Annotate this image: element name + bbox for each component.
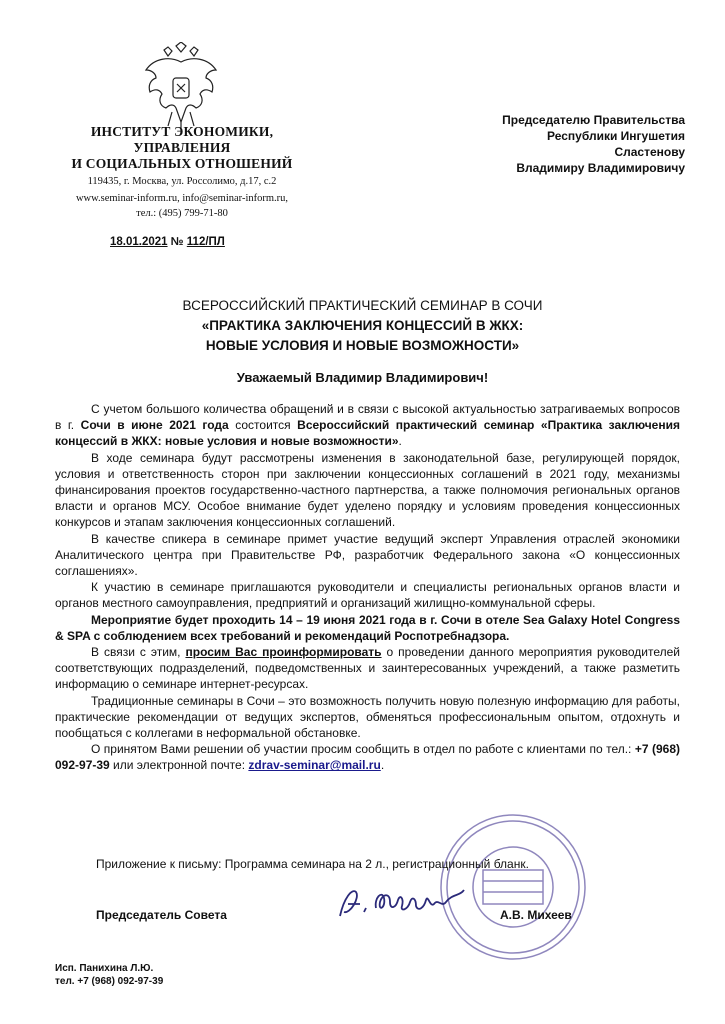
addressee-line3: Сластенову (614, 145, 685, 159)
number-sign: № (170, 236, 184, 248)
addressee-line1: Председателю Правительства (502, 113, 685, 127)
institute-web-email: www.seminar-inform.ru, info@seminar-inform.ru, (75, 193, 289, 204)
paragraph-8: О принятом Вами решении об участии просим сообщить в отдел по работе с клиентами по тел.: +7 (968) 092-97-39 или электронной почте: zdrav-seminar@mail.ru. (55, 742, 680, 773)
addressee-line2: Республики Ингушетия (547, 129, 685, 143)
signatory-name: А.В. Михеев (500, 908, 572, 922)
handwritten-signature (330, 868, 475, 933)
letter-date-number (110, 236, 225, 248)
addressee-line4: Владимиру Владимировичу (516, 161, 685, 175)
institute-phone: тел.: (495) 799-71-80 (136, 208, 228, 219)
executor-name: Исп. Панихина Л.Ю. (55, 963, 154, 974)
title-line2: «ПРАКТИКА ЗАКЛЮЧЕНИЯ КОНЦЕССИЙ В ЖКХ: (201, 318, 524, 333)
institute-name-line1: ИНСТИТУТ ЭКОНОМИКИ, (90, 124, 274, 139)
executor-phone: тел. +7 (968) 092-97-39 (55, 976, 164, 987)
title-line1: ВСЕРОССИЙСКИЙ ПРАКТИЧЕСКИЙ СЕМИНАР В СОЧИ (182, 298, 543, 313)
letter-number: 112/ПЛ (186, 236, 225, 248)
paragraph-3: В качестве спикера в семинаре примет участие ведущий эксперт Управления отраслей экономики Аналитического центра при Правительстве РФ, разработчик Федерального закона «О концессионных соглашениях». (55, 531, 680, 579)
paragraph-6: В связи с этим, просим Вас проинформировать о проведении данного мероприятия руководителей соответствующих подразделений, подведомственных и заинтересованных учреждений, а также разметить информацию о семинаре интернет-ресурсах. (55, 645, 681, 692)
executor-block (55, 962, 163, 988)
email-link[interactable]: zdrav-seminar@mail.ru (248, 758, 381, 773)
institute-address: 119435, г. Москва, ул. Россолимо, д.17, с.2 (87, 176, 277, 187)
paragraph-2: В ходе семинара будут рассмотрены изменения в законодательной базе, регулирующей порядок, условия и ответственность сторон при заключении концессионных соглашений в 2021 году, механизмы финансирования проектов государственно-частного партнерства, а также полномочия региональных органов власти и органов МСУ. Особое внимание будет уделено порядку и условиям проведения концессионных конкурсов и этапам заключения концессионных соглашений. (55, 450, 680, 530)
paragraph-4: К участию в семинаре приглашаются руководители и специалисты региональных органов власти и органов местного самоуправления, предприятий и организаций жилищно-коммунальной сферы. (55, 580, 680, 611)
paragraph-7: Традиционные семинары в Сочи – это возможность получить новую полезную информацию для работы, практические рекомендации от ведущих экспертов, обменяться профессиональным опытом, отдохнуть и пообщаться с коллегами в неформальной обстановке. (55, 693, 680, 741)
coat-of-arms-icon (142, 42, 220, 130)
attachment-note: Приложение к письму: Программа семинара на 2 л., регистрационный бланк. (96, 857, 529, 871)
greeting: Уважаемый Владимир Владимирович! (236, 370, 489, 385)
title-line3: НОВЫЕ УСЛОВИЯ И НОВЫЕ ВОЗМОЖНОСТИ» (205, 338, 520, 353)
letter-body (55, 401, 680, 774)
institute-name-line2: УПРАВЛЕНИЯ (133, 140, 231, 155)
paragraph-5: Мероприятие будет проходить 14 – 19 июня 2021 года в г. Сочи в отеле Sea Galaxy Hotel Congress & SPA с соблюдением всех требований и рекомендаций Роспотребнадзора. (55, 612, 680, 643)
paragraph-1: С учетом большого количества обращений и в связи с высокой актуальностью затрагиваемых вопросов в г. Сочи в июне 2021 года состоится Всероссийский практический семинар «Практика заключения концессий в ЖКХ: новые условия и новые возможности». (55, 402, 680, 449)
institute-name-line3: И СОЦИАЛЬНЫХ ОТНОШЕНИЙ (71, 156, 293, 171)
letter-date: 18.01.2021 (110, 236, 168, 248)
signatory-position: Председатель Совета (96, 908, 227, 922)
